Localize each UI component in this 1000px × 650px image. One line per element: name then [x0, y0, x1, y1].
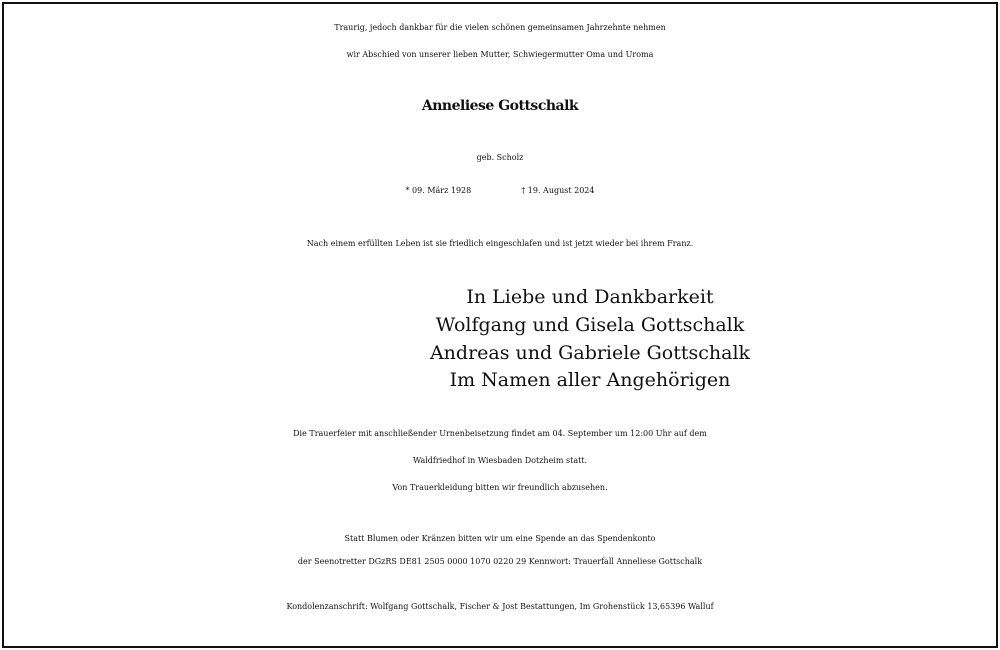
family-line-4: Im Namen aller Angehörigen [449, 369, 731, 391]
family-line-1: In Liebe und Dankbarkeit [466, 286, 714, 308]
birth-date: * 09. März 1928 [405, 186, 472, 195]
statement-text: Nach einem erfüllten Leben ist sie friedlich eingeschlafen und ist jetzt wieder bei ihrem Franz. [306, 239, 694, 248]
donation-line-2: der Seenotretter DGzRS DE81 2505 0000 1070 0220 29 Kennwort: Trauerfall Anneliese Gottschalk [297, 557, 703, 566]
service-line-3: Von Trauerkleidung bitten wir freundlich abzusehen. [392, 483, 608, 492]
deceased-name: Anneliese Gottschalk [421, 98, 579, 114]
intro-line-2: wir Abschied von unserer lieben Mutter, Schwiegermutter Oma und Uroma [346, 50, 654, 59]
service-line-1: Die Trauerfeier mit anschließender Urnenbeisetzung findet am 04. September um 12:00 Uhr auf dem [293, 429, 707, 438]
maiden-name: geb. Scholz [476, 153, 524, 162]
intro-line-1: Traurig, jedoch dankbar für die vielen schönen gemeinsamen Jahrzehnte nehmen [334, 23, 666, 32]
service-line-2: Waldfriedhof in Wiesbaden Dotzheim statt. [412, 456, 588, 465]
family-line-3: Andreas und Gabriele Gottschalk [429, 342, 751, 364]
family-line-2: Wolfgang und Gisela Gottschalk [435, 314, 745, 336]
life-dates [0, 187, 1000, 195]
donation-line-1: Statt Blumen oder Kränzen bitten wir um eine Spende an das Spendenkonto [344, 534, 656, 543]
death-date: † 19. August 2024 [521, 186, 595, 195]
condolence-address: Kondolenzanschrift: Wolfgang Gottschalk, Fischer & Jost Bestattungen, Im Grohenstück 13,65396 Walluf [286, 602, 714, 611]
